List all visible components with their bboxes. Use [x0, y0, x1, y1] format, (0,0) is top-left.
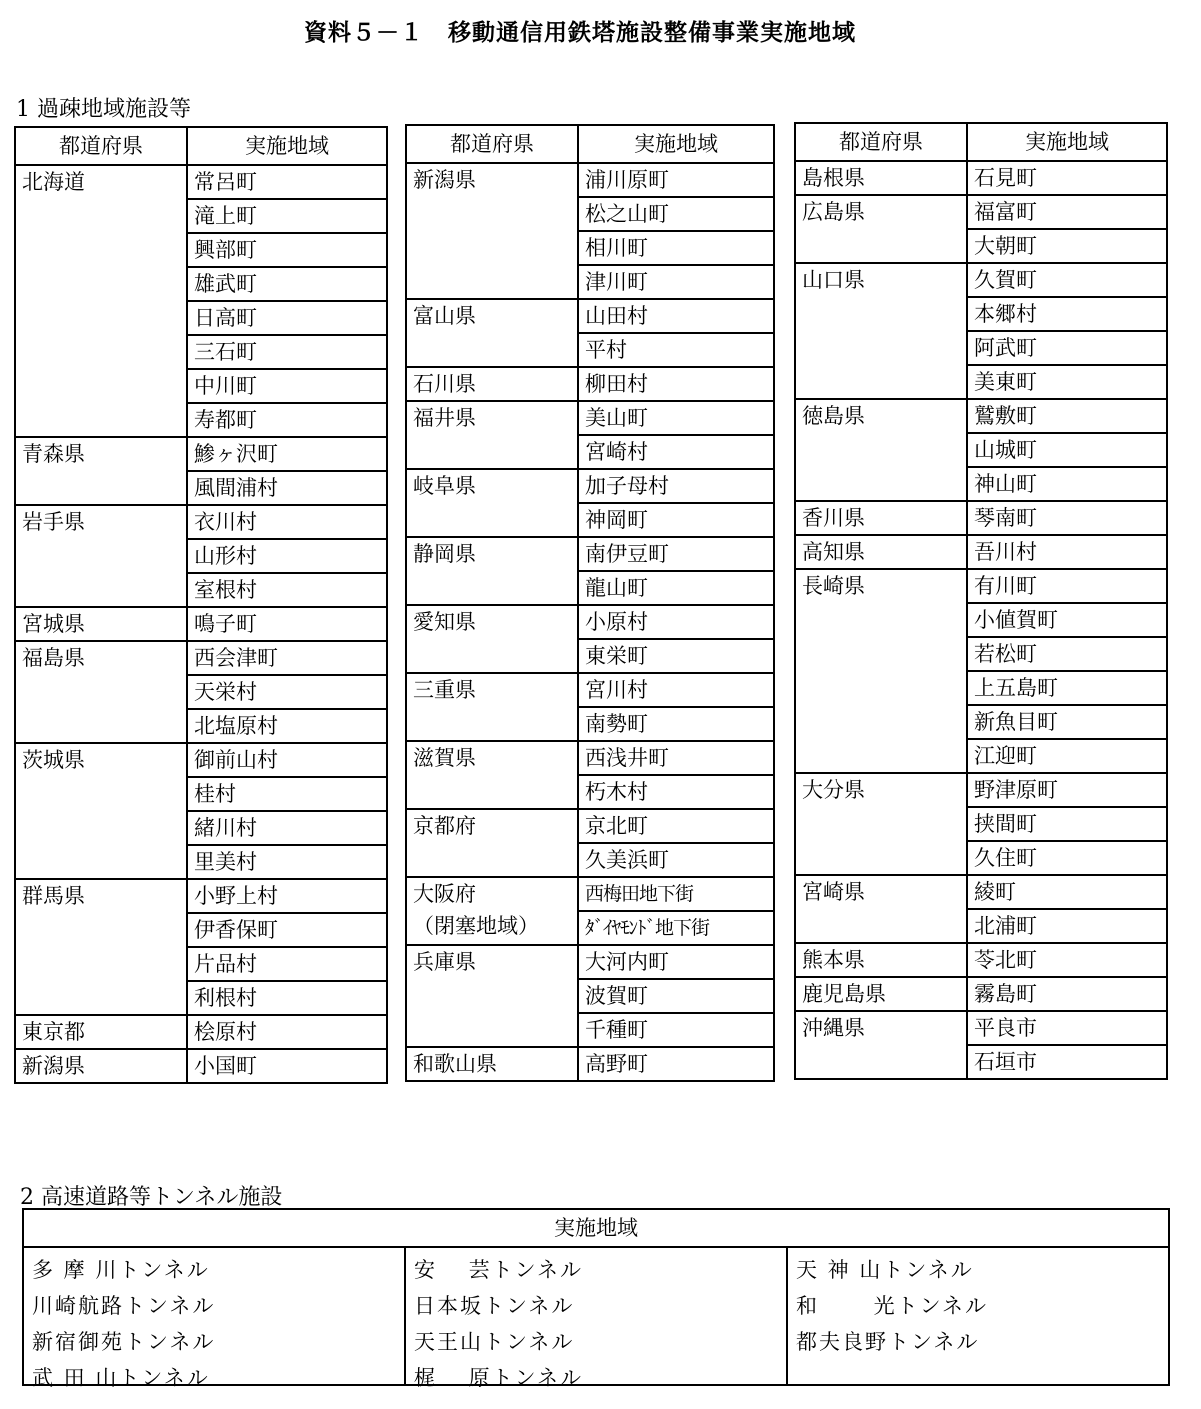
area-cell: 衣川村 [187, 505, 387, 539]
prefecture-name: 岐阜県 [413, 474, 476, 498]
area-cell: 上五島町 [967, 671, 1167, 705]
prefecture-name: 新潟県 [22, 1054, 85, 1078]
prefecture-cell [406, 741, 578, 809]
area-cell: 綾町 [967, 875, 1167, 909]
prefecture-cell [406, 163, 578, 299]
prefecture-cell [406, 877, 578, 945]
tunnel-name: 梶 原トンネル [414, 1366, 584, 1390]
prefecture-name: 兵庫県 [413, 950, 476, 974]
section-1-heading: 1 過疎地域施設等 [16, 97, 191, 122]
table-row [406, 299, 774, 333]
area-cell: 風間浦村 [187, 471, 387, 505]
area-cell: 柳田村 [578, 367, 774, 401]
table-row [795, 1011, 1167, 1045]
prefecture-name: 宮崎県 [802, 880, 865, 904]
prefecture-name: 香川県 [802, 506, 865, 530]
prefecture-cell [15, 165, 187, 437]
area-cell: 久賀町 [967, 263, 1167, 297]
prefecture-name: 群馬県 [22, 884, 85, 908]
area-cell: 京北町 [578, 809, 774, 843]
area-cell: 神山町 [967, 467, 1167, 501]
area-cell: 中川町 [187, 369, 387, 403]
area-cell: 小国町 [187, 1049, 387, 1083]
table-row [406, 945, 774, 979]
prefecture-name: 富山県 [413, 304, 476, 328]
prefecture-name: 愛知県 [413, 610, 476, 634]
prefecture-cell [15, 505, 187, 607]
prefecture-name: 三重県 [413, 678, 476, 702]
prefecture-table-1 [14, 126, 388, 1084]
prefecture-cell [406, 673, 578, 741]
tunnel-name: 日本坂トンネル [414, 1294, 575, 1318]
area-cell: 石垣市 [967, 1045, 1167, 1079]
table-row [15, 165, 387, 199]
area-cell: 新魚目町 [967, 705, 1167, 739]
area-cell: 美東町 [967, 365, 1167, 399]
prefecture-cell [795, 535, 967, 569]
prefecture-name: 和歌山県 [413, 1052, 497, 1076]
prefecture-name: 鹿児島県 [802, 982, 886, 1006]
prefecture-cell [795, 875, 967, 943]
prefecture-cell [795, 161, 967, 195]
area-cell: 久美浜町 [578, 843, 774, 877]
area-cell: 福富町 [967, 195, 1167, 229]
area-cell: 伊香保町 [187, 913, 387, 947]
area-cell: 石見町 [967, 161, 1167, 195]
prefecture-name: 福島県 [22, 646, 85, 670]
area-cell: 北浦町 [967, 909, 1167, 943]
area-cell: 鯵ヶ沢町 [187, 437, 387, 471]
tunnel-table [22, 1208, 1170, 1390]
prefecture-name: 宮城県 [22, 612, 85, 636]
prefecture-cell [795, 1011, 967, 1079]
area-cell: 若松町 [967, 637, 1167, 671]
tunnel-name: 都夫良野トンネル [796, 1330, 980, 1354]
area-cell: 小原村 [578, 605, 774, 639]
prefecture-name: 沖縄県 [802, 1016, 865, 1040]
prefecture-name: 岩手県 [22, 510, 85, 534]
tunnel-name: 天王山トンネル [414, 1330, 575, 1354]
prefecture-cell [795, 569, 967, 773]
area-cell: 久住町 [967, 841, 1167, 875]
table-row [795, 943, 1167, 977]
area-cell: 鳴子町 [187, 607, 387, 641]
area-cell: 朽木村 [578, 775, 774, 809]
tunnel-name: 和 光トンネル [796, 1294, 989, 1318]
tunnel-name: 武 田 山トンネル [32, 1366, 210, 1390]
table-row [795, 535, 1167, 569]
prefecture-name: 石川県 [413, 372, 476, 396]
prefecture-cell [15, 437, 187, 505]
area-cell: 大朝町 [967, 229, 1167, 263]
area-cell: 雄武町 [187, 267, 387, 301]
area-cell: 山田村 [578, 299, 774, 333]
table-row [406, 469, 774, 503]
prefecture-cell [15, 607, 187, 641]
table-row [795, 399, 1167, 433]
area-cell: 琴南町 [967, 501, 1167, 535]
area-cell: 相川町 [578, 231, 774, 265]
area-cell: 常呂町 [187, 165, 387, 199]
area-cell: 室根村 [187, 573, 387, 607]
prefecture-note: （閉塞地域） [413, 914, 539, 938]
area-cell: 小値賀町 [967, 603, 1167, 637]
area-cell: 龍山町 [578, 571, 774, 605]
area-cell: 東栄町 [578, 639, 774, 673]
area-cell: 御前山村 [187, 743, 387, 777]
table-row [15, 1049, 387, 1083]
table-row [15, 437, 387, 471]
prefecture-table-2 [405, 124, 775, 1082]
area-cell: 津川町 [578, 265, 774, 299]
prefecture-cell [15, 641, 187, 743]
tunnel-column [404, 1248, 786, 1390]
tunnel-column [786, 1248, 1168, 1386]
area-cell: 日高町 [187, 301, 387, 335]
tunnel-name: 多 摩 川トンネル [32, 1258, 210, 1282]
section-2-heading: 2 高速道路等トンネル施設 [20, 1185, 283, 1210]
area-cell: 山形村 [187, 539, 387, 573]
prefecture-name: 青森県 [22, 442, 85, 466]
area-cell: 興部町 [187, 233, 387, 267]
prefecture-cell [795, 943, 967, 977]
area-cell: 山城町 [967, 433, 1167, 467]
table-row [795, 773, 1167, 807]
tunnel-name: 川崎航路トンネル [32, 1294, 216, 1318]
prefecture-cell [795, 501, 967, 535]
area-cell: 松之山町 [578, 197, 774, 231]
area-cell: 南伊豆町 [578, 537, 774, 571]
prefecture-name: 福井県 [413, 406, 476, 430]
area-cell: 吾川村 [967, 535, 1167, 569]
area-cell: 小野上村 [187, 879, 387, 913]
area-cell: 三石町 [187, 335, 387, 369]
table-row [795, 263, 1167, 297]
area-cell: 宮崎村 [578, 435, 774, 469]
area-cell: 滝上町 [187, 199, 387, 233]
prefecture-cell [406, 299, 578, 367]
table-row [15, 607, 387, 641]
table-row [795, 501, 1167, 535]
table-row [406, 605, 774, 639]
prefecture-name: 京都府 [413, 814, 476, 838]
table-row [15, 641, 387, 675]
header-prefecture: 都道府県 [795, 123, 967, 161]
tunnel-name: 安 芸トンネル [414, 1258, 584, 1282]
prefecture-cell [406, 1047, 578, 1081]
page-title: 資料５－１ 移動通信用鉄塔施設整備事業実施地域 [304, 20, 856, 46]
table-row [15, 1015, 387, 1049]
prefecture-name: 新潟県 [413, 168, 476, 192]
table-row [795, 195, 1167, 229]
prefecture-table-3 [794, 122, 1168, 1080]
prefecture-name: 北海道 [22, 170, 85, 194]
table-row [795, 875, 1167, 909]
area-cell: 浦川原町 [578, 163, 774, 197]
prefecture-cell [795, 195, 967, 263]
prefecture-cell [15, 879, 187, 1015]
area-cell: 里美村 [187, 845, 387, 879]
table-row [15, 879, 387, 913]
area-cell: 千種町 [578, 1013, 774, 1047]
prefecture-name: 大分県 [802, 778, 865, 802]
area-cell: 神岡町 [578, 503, 774, 537]
prefecture-cell [406, 537, 578, 605]
table-row [406, 809, 774, 843]
area-cell: 利根村 [187, 981, 387, 1015]
prefecture-name: 熊本県 [802, 948, 865, 972]
header-area: 実施地域 [578, 125, 774, 163]
tunnel-table-header: 実施地域 [24, 1210, 1168, 1248]
area-cell: 本郷村 [967, 297, 1167, 331]
prefecture-name: 高知県 [802, 540, 865, 564]
table-row [406, 367, 774, 401]
prefecture-name: 茨城県 [22, 748, 85, 772]
header-area: 実施地域 [967, 123, 1167, 161]
prefecture-name: 徳島県 [802, 404, 865, 428]
area-cell: 霧島町 [967, 977, 1167, 1011]
tunnel-name: 天 神 山トンネル [796, 1258, 974, 1282]
area-cell: 平村 [578, 333, 774, 367]
area-cell: 野津原町 [967, 773, 1167, 807]
table-row [15, 743, 387, 777]
prefecture-cell [795, 399, 967, 501]
area-cell: 波賀町 [578, 979, 774, 1013]
prefecture-cell [795, 773, 967, 875]
table-row [406, 673, 774, 707]
prefecture-cell [15, 1015, 187, 1049]
table-row [406, 163, 774, 197]
table-row [406, 877, 774, 911]
header-prefecture: 都道府県 [15, 127, 187, 165]
area-cell: 桂村 [187, 777, 387, 811]
area-cell: 阿武町 [967, 331, 1167, 365]
table-row [795, 977, 1167, 1011]
area-cell: 鷲敷町 [967, 399, 1167, 433]
table-row [795, 161, 1167, 195]
area-cell: 片品村 [187, 947, 387, 981]
prefecture-name: 滋賀県 [413, 746, 476, 770]
prefecture-name: 大阪府 [413, 882, 476, 906]
table-row [406, 741, 774, 775]
table-row [15, 505, 387, 539]
prefecture-name: 山口県 [802, 268, 865, 292]
area-cell: 美山町 [578, 401, 774, 435]
area-cell: 桧原村 [187, 1015, 387, 1049]
prefecture-cell [795, 977, 967, 1011]
header-prefecture: 都道府県 [406, 125, 578, 163]
prefecture-cell [15, 1049, 187, 1083]
prefecture-cell [406, 809, 578, 877]
area-cell: 挟間町 [967, 807, 1167, 841]
header-area: 実施地域 [187, 127, 387, 165]
prefecture-name: 広島県 [802, 200, 865, 224]
area-cell: 北塩原村 [187, 709, 387, 743]
area-cell: 大河内町 [578, 945, 774, 979]
prefecture-name: 東京都 [22, 1020, 85, 1044]
area-cell: 西浅井町 [578, 741, 774, 775]
prefecture-name: 長崎県 [802, 574, 865, 598]
prefecture-cell [15, 743, 187, 879]
table-row [795, 569, 1167, 603]
area-cell: 天栄村 [187, 675, 387, 709]
tunnel-name: 新宿御苑トンネル [32, 1330, 216, 1354]
prefecture-cell [406, 945, 578, 1047]
table-row [406, 537, 774, 571]
prefecture-name: 静岡県 [413, 542, 476, 566]
prefecture-cell [795, 263, 967, 399]
area-cell: 西梅田地下街 [578, 877, 774, 911]
area-cell: 平良市 [967, 1011, 1167, 1045]
prefecture-name: 島根県 [802, 166, 865, 190]
area-cell: 宮川村 [578, 673, 774, 707]
prefecture-cell [406, 605, 578, 673]
area-cell: 江迎町 [967, 739, 1167, 773]
area-cell: 西会津町 [187, 641, 387, 675]
area-cell: 高野町 [578, 1047, 774, 1081]
area-cell: 有川町 [967, 569, 1167, 603]
tunnel-column [24, 1248, 404, 1390]
prefecture-cell [406, 367, 578, 401]
area-cell: 南勢町 [578, 707, 774, 741]
area-cell: 苓北町 [967, 943, 1167, 977]
prefecture-cell [406, 469, 578, 537]
area-cell: 緒川村 [187, 811, 387, 845]
table-row [406, 401, 774, 435]
area-cell: 寿都町 [187, 403, 387, 437]
prefecture-cell [406, 401, 578, 469]
area-cell: ﾀﾞｲﾔﾓﾝﾄﾞ地下街 [578, 911, 774, 945]
table-row [406, 1047, 774, 1081]
area-cell: 加子母村 [578, 469, 774, 503]
